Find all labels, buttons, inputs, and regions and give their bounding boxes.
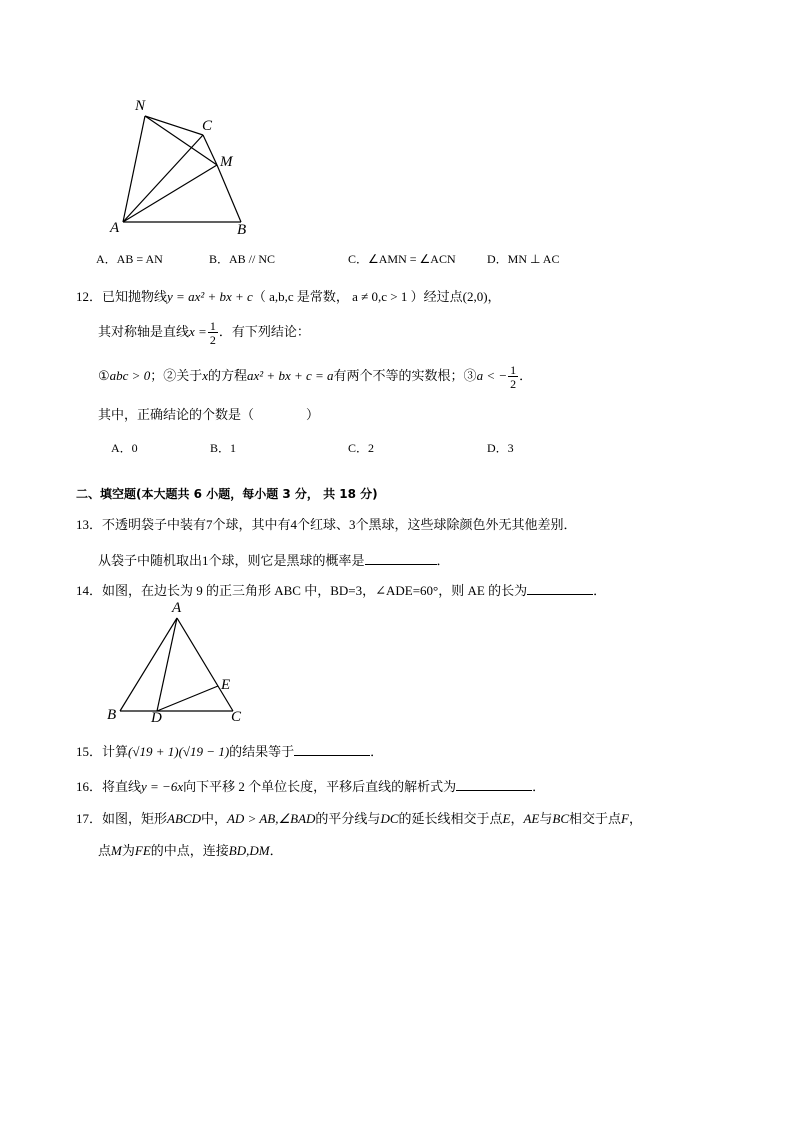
q11-option-a: A．AB = AN — [96, 252, 163, 266]
q12-var-x: x — [202, 367, 208, 383]
q16-text: 向下平移 2 个单位长度，平移后直线的解析式为 — [183, 779, 457, 794]
q17-point-e: E — [502, 811, 511, 826]
q12-text: ．有下列结论： — [218, 323, 310, 339]
point-label-A: A — [172, 600, 182, 616]
point-label-C: C — [202, 118, 213, 134]
q12-text: ． — [519, 367, 533, 383]
q14-text: 14．如图，在边长为 9 的正三角形 ABC 中，BD=3，∠ADE=60°，则 AE 的长为 — [76, 583, 528, 598]
q15-line — [76, 741, 383, 760]
q12-option-a: A．0 — [111, 441, 138, 455]
q17-text: 点 — [98, 843, 112, 858]
fraction-one-half — [508, 364, 518, 390]
q12-text: 已知抛物线 — [102, 289, 168, 304]
q12-text: 有两个不等的实数根；③ — [333, 367, 477, 383]
q12-text: 的方程 — [208, 367, 248, 383]
q12-conclusion-3: a < − — [476, 367, 508, 383]
q17-point-f: F — [621, 811, 629, 826]
q15-text: ． — [370, 744, 384, 759]
q16-line-equation: y = −6x — [141, 779, 184, 794]
q17-text: 17．如图，矩形 — [76, 811, 168, 826]
q12-parabola-equation: y = ax² + bx + c — [167, 289, 253, 304]
q17-segment-dc: DC — [380, 811, 399, 826]
point-label-M: M — [220, 154, 233, 170]
numerator: 1 — [510, 363, 517, 377]
q17-text: 的平分线与 — [315, 811, 381, 826]
q17-text: 与 — [539, 811, 553, 826]
q17-text: 为 — [121, 843, 135, 858]
point-label-E: E — [221, 677, 231, 693]
q17-segment-fe: FE — [134, 843, 151, 858]
q12-conclusion-1: abc > 0 — [109, 367, 151, 383]
answer-blank[interactable] — [527, 582, 593, 595]
q13-text: 从袋子中随机取出1个球，则它是黑球的概率是 — [98, 553, 365, 568]
q12-line2 — [98, 320, 310, 346]
q17-text: 相交于点 — [569, 811, 622, 826]
segment-AC — [177, 618, 233, 711]
q17-text: ． — [269, 843, 283, 858]
q12-text: 其对称轴是直线 — [98, 323, 190, 339]
q17-rect-name: ABCD — [167, 811, 201, 826]
question-number: 12． — [76, 289, 103, 304]
section-heading-fill-in: 二、填空题(本大题共 6 小题，每小题 3 分， 共 18 分) — [76, 487, 378, 501]
q14-text: ． — [593, 583, 607, 598]
q16-line — [76, 776, 545, 795]
q17-text: ， — [510, 811, 524, 826]
segment-AD — [157, 618, 177, 711]
q11-option-c: C．∠AMN = ∠ACN — [348, 252, 456, 266]
q17-text: 中， — [200, 811, 227, 826]
q13-text: ． — [436, 553, 450, 568]
point-label-B: B — [237, 222, 247, 238]
q12-line4: 其中，正确结论的个数是（ ） — [98, 407, 320, 422]
denominator: 2 — [510, 377, 517, 391]
q17-condition: AD > AB,∠BAD — [226, 811, 316, 826]
q17-text: 的延长线相交于点 — [398, 811, 503, 826]
q11-option-b: B．AB // NC — [209, 252, 276, 266]
segment-AM — [123, 165, 217, 222]
q12-option-c: C．2 — [348, 441, 375, 455]
q17-segment-ae: AE — [523, 811, 540, 826]
answer-blank[interactable] — [456, 778, 532, 791]
q17-segment-bc: BC — [552, 811, 570, 826]
q17-text: ， — [628, 811, 642, 826]
segment-AN — [123, 116, 145, 222]
q12-conclusion-2: ax² + bx + c = a — [247, 367, 334, 383]
q12-option-b: B．1 — [210, 441, 237, 455]
segment-AB — [120, 618, 177, 711]
q15-text: 15．计算 — [76, 744, 129, 759]
q17-line2 — [98, 840, 283, 859]
q13-line1: 13．不透明袋子中装有7个球，其中有4个红球、3个黑球，这些球除颜色外无其他差别． — [76, 517, 577, 532]
answer-blank[interactable] — [365, 552, 437, 565]
q12-text: （ a,b,c 是常数， a ≠ 0,c > 1 ）经过点 — [252, 289, 463, 304]
q14-line — [76, 580, 606, 599]
fraction-one-half — [208, 320, 218, 346]
q17-segments: BD,DM — [228, 843, 270, 858]
figure-quadrilateral — [110, 95, 260, 240]
answer-blank[interactable] — [294, 743, 370, 756]
segment-AC — [123, 135, 203, 222]
point-label-C: C — [231, 709, 242, 725]
q12-text: ， — [487, 289, 501, 304]
q17-text: 的中点，连接 — [150, 843, 229, 858]
q12-option-d: D．3 — [487, 441, 514, 455]
numerator: 1 — [209, 319, 216, 333]
q12-point: (2,0) — [462, 289, 488, 304]
q15-text: 的结果等于 — [229, 744, 295, 759]
q12-text: ；②关于 — [150, 367, 203, 383]
q12-line3 — [98, 364, 532, 390]
segment-NC — [145, 116, 203, 135]
q13-line2 — [98, 550, 450, 569]
q16-text: 16．将直线 — [76, 779, 142, 794]
q12-line1 — [76, 286, 501, 305]
point-label-N: N — [135, 98, 146, 114]
figure-triangle — [110, 605, 250, 720]
q11-option-d: D．MN ⊥ AC — [487, 252, 560, 266]
q16-text: ． — [532, 779, 546, 794]
point-label-A: A — [110, 220, 120, 236]
denominator: 2 — [209, 333, 216, 347]
point-label-B: B — [107, 707, 117, 723]
q17-point-m: M — [111, 843, 122, 858]
point-label-D: D — [151, 710, 162, 726]
q15-expression: (√19 + 1)(√19 − 1) — [128, 744, 230, 759]
q12-text: ① — [98, 367, 110, 383]
segment-DE — [157, 686, 218, 711]
segment-MB — [217, 165, 241, 222]
q12-axis-eq: x = — [189, 323, 207, 339]
q17-line1 — [76, 808, 642, 827]
